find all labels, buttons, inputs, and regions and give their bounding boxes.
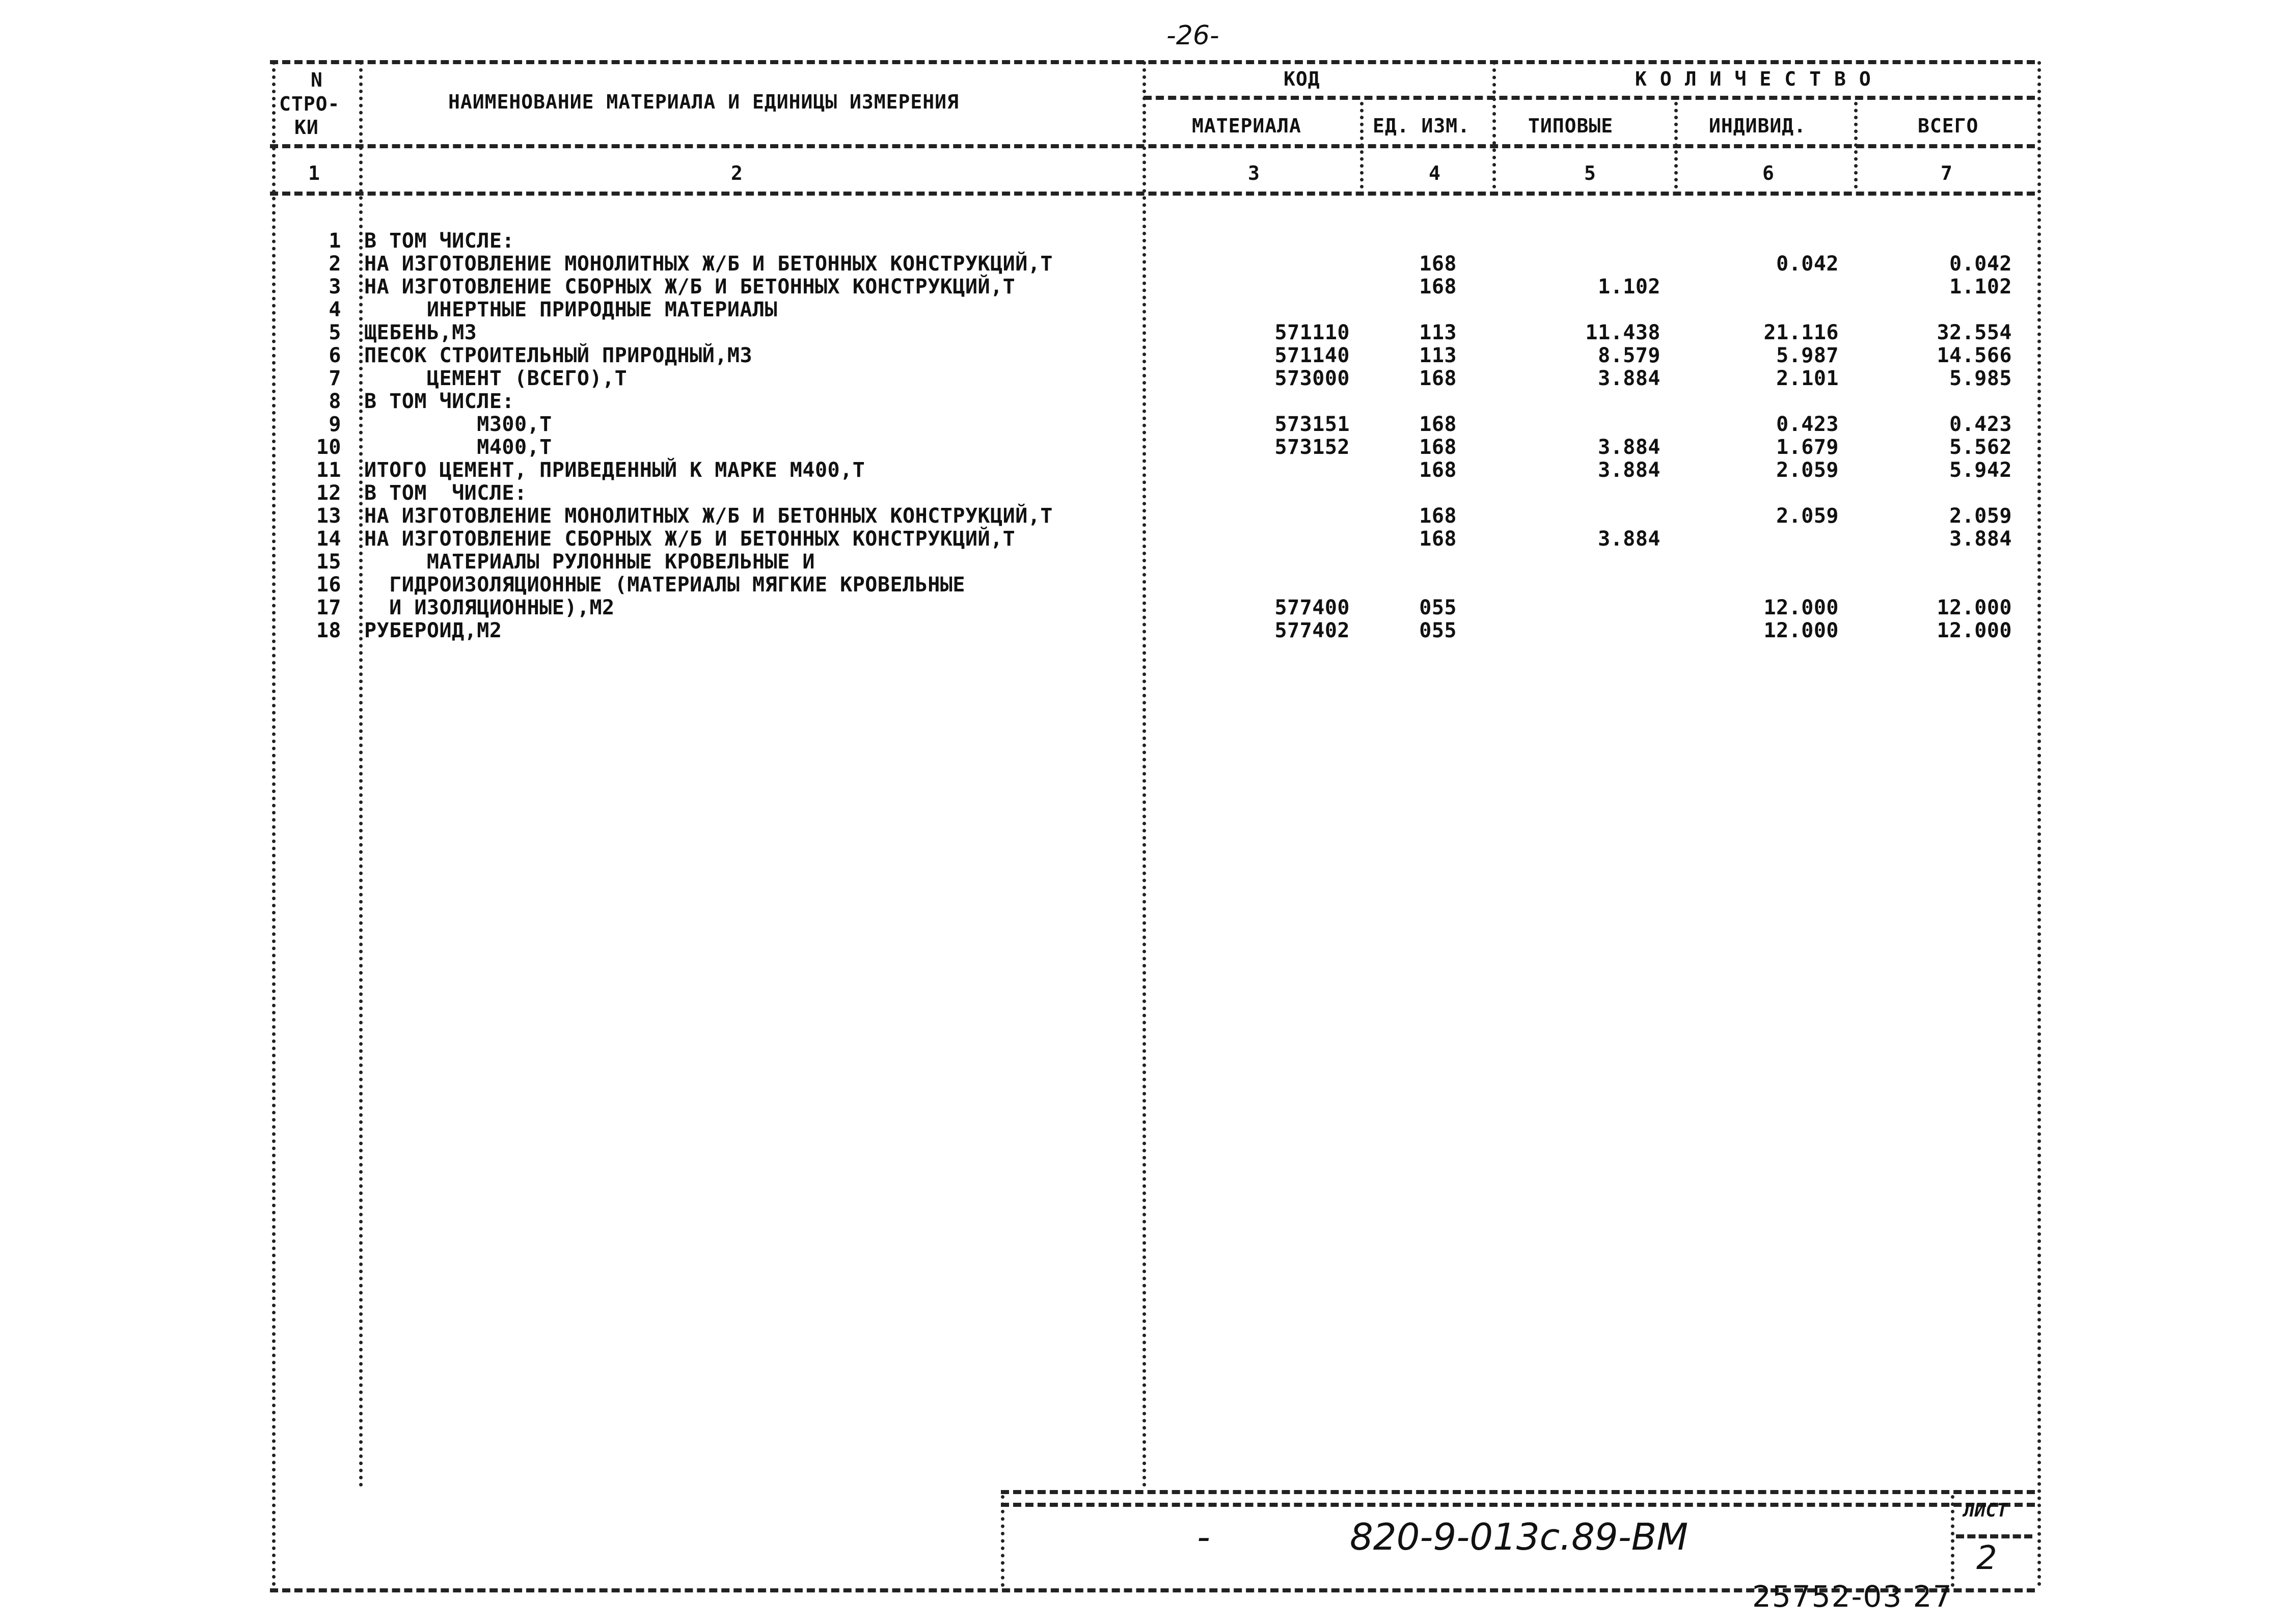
rownum-separator xyxy=(359,61,363,1487)
header-name: НАИМЕНОВАНИЕ МАТЕРИАЛА И ЕДИНИЦЫ ИЗМЕРЕНИЯ xyxy=(448,91,959,113)
row-individual: 2.059 xyxy=(1776,458,1839,482)
sheet-label: ЛИСТ xyxy=(1964,1500,2008,1521)
row-total: 0.423 xyxy=(1949,413,2012,436)
colnum-5: 5 xyxy=(1584,162,1596,184)
row-typical: 3.884 xyxy=(1598,367,1661,390)
row-individual: 1.679 xyxy=(1776,436,1839,459)
row-typical: 1.102 xyxy=(1598,275,1661,299)
row-individual: 0.423 xyxy=(1776,413,1839,436)
row-unit: 113 xyxy=(1419,344,1457,367)
row-total: 5.942 xyxy=(1949,458,2012,482)
left-border xyxy=(272,61,276,1587)
header-quantity-group: КОЛИЧЕСТВО xyxy=(1635,68,1884,90)
row-code: 573152 xyxy=(1274,436,1350,459)
row-unit: 168 xyxy=(1419,527,1457,551)
sheet-number: 2 xyxy=(1976,1539,1997,1577)
row-name: ГИДРОИЗОЛЯЦИОННЫЕ (МАТЕРИАЛЫ МЯГКИЕ КРОВЕЛЬНЫЕ xyxy=(364,573,965,597)
row-total: 1.102 xyxy=(1949,275,2012,299)
colnum-bottom-rule xyxy=(270,192,2035,196)
header-unit: ЕД. ИЗМ. xyxy=(1373,115,1471,137)
row-number: 5 xyxy=(329,321,341,344)
row-unit: 168 xyxy=(1419,252,1457,276)
row-number: 6 xyxy=(329,344,341,367)
row-name: ЦЕМЕНТ (ВСЕГО),Т xyxy=(364,367,628,390)
row-number: 8 xyxy=(329,390,341,413)
row-code: 571140 xyxy=(1274,344,1350,367)
table-top-rule xyxy=(270,60,2035,64)
row-typical: 8.579 xyxy=(1598,344,1661,367)
header-row-no-3: КИ xyxy=(294,116,319,139)
row-name: ИНЕРТНЫЕ ПРИРОДНЫЕ МАТЕРИАЛЫ xyxy=(364,298,778,321)
row-unit: 168 xyxy=(1419,458,1457,482)
row-number: 12 xyxy=(316,481,341,505)
row-number: 1 xyxy=(329,229,341,253)
row-individual: 21.116 xyxy=(1763,321,1839,344)
sheet-label-rule xyxy=(1956,1534,2032,1538)
unit-typical-separator xyxy=(1492,61,1496,188)
header-bottom-rule xyxy=(270,144,2035,148)
colnum-7: 7 xyxy=(1941,162,1953,184)
row-individual: 12.000 xyxy=(1763,619,1839,642)
row-number: 3 xyxy=(329,275,341,299)
header-material: МАТЕРИАЛА xyxy=(1192,115,1301,137)
row-code: 573000 xyxy=(1274,367,1350,390)
row-name: МАТЕРИАЛЫ РУЛОННЫЕ КРОВЕЛЬНЫЕ И xyxy=(364,550,815,574)
row-unit: 113 xyxy=(1419,321,1457,344)
row-name: ПЕСОК СТРОИТЕЛЬНЫЙ ПРИРОДНЫЙ,М3 xyxy=(364,344,753,367)
document-designation: 820-9-013с.89-ВМ xyxy=(1350,1515,1689,1558)
stamp-top-rule xyxy=(1001,1490,2035,1494)
row-individual: 5.987 xyxy=(1776,344,1839,367)
row-total: 5.562 xyxy=(1949,436,2012,459)
row-typical: 3.884 xyxy=(1598,436,1661,459)
row-number: 13 xyxy=(316,504,341,528)
right-border xyxy=(2037,61,2041,1587)
row-unit: 168 xyxy=(1419,413,1457,436)
row-individual: 12.000 xyxy=(1763,596,1839,619)
row-name: НА ИЗГОТОВЛЕНИЕ СБОРНЫХ Ж/Б И БЕТОННЫХ КОНСТРУКЦИЙ,Т xyxy=(364,275,1016,299)
row-number: 11 xyxy=(316,458,341,482)
row-total: 12.000 xyxy=(1937,596,2012,619)
colnum-3: 3 xyxy=(1248,162,1260,184)
row-total: 12.000 xyxy=(1937,619,2012,642)
header-code-group: КОД xyxy=(1284,68,1320,90)
row-unit: 168 xyxy=(1419,367,1457,390)
header-row-no-1: N xyxy=(311,69,323,91)
header-individual: ИНДИВИД. xyxy=(1709,115,1807,137)
row-individual: 2.101 xyxy=(1776,367,1839,390)
row-name: НА ИЗГОТОВЛЕНИЕ СБОРНЫХ Ж/Б И БЕТОННЫХ КОНСТРУКЦИЙ,Т xyxy=(364,527,1016,551)
stamp-sheet-separator xyxy=(1951,1495,1954,1587)
row-number: 14 xyxy=(316,527,341,551)
row-name: М400,Т xyxy=(364,436,552,459)
row-typical: 3.884 xyxy=(1598,458,1661,482)
row-name: ЩЕБЕНЬ,М3 xyxy=(364,321,477,344)
row-name: М300,Т xyxy=(364,413,552,436)
row-total: 3.884 xyxy=(1949,527,2012,551)
row-code: 573151 xyxy=(1274,413,1350,436)
row-number: 2 xyxy=(329,252,341,276)
colnum-1: 1 xyxy=(308,162,320,184)
row-number: 17 xyxy=(316,596,341,619)
row-typical: 11.438 xyxy=(1585,321,1661,344)
stamp-left-border xyxy=(1001,1495,1004,1587)
row-number: 18 xyxy=(316,619,341,642)
row-total: 2.059 xyxy=(1949,504,2012,528)
row-number: 4 xyxy=(329,298,341,321)
row-name: В ТОМ ЧИСЛЕ: xyxy=(364,229,514,253)
stamp-dash: - xyxy=(1197,1515,1210,1558)
row-typical: 3.884 xyxy=(1598,527,1661,551)
row-code: 571110 xyxy=(1274,321,1350,344)
colnum-2: 2 xyxy=(731,162,743,184)
row-total: 5.985 xyxy=(1949,367,2012,390)
row-number: 7 xyxy=(329,367,341,390)
row-unit: 168 xyxy=(1419,504,1457,528)
colnum-4: 4 xyxy=(1429,162,1441,184)
code-unit-separator xyxy=(1360,102,1364,188)
row-code: 577400 xyxy=(1274,596,1350,619)
stamp-top-rule-2 xyxy=(1001,1503,2035,1507)
header-row-no-2: СТРО- xyxy=(279,93,340,115)
row-unit: 055 xyxy=(1419,619,1457,642)
header-total: ВСЕГО xyxy=(1918,115,1979,137)
row-number: 15 xyxy=(316,550,341,574)
row-unit: 168 xyxy=(1419,275,1457,299)
row-name: ИТОГО ЦЕМЕНТ, ПРИВЕДЕННЫЙ К МАРКЕ М400,Т xyxy=(364,458,865,482)
header-typical: ТИПОВЫЕ xyxy=(1528,115,1614,137)
row-code: 577402 xyxy=(1274,619,1350,642)
row-individual: 0.042 xyxy=(1776,252,1839,276)
row-name: В ТОМ ЧИСЛЕ: xyxy=(364,390,514,413)
row-total: 14.566 xyxy=(1937,344,2012,367)
colnum-6: 6 xyxy=(1762,162,1775,184)
page-number: -26- xyxy=(1166,20,1219,51)
row-name: В ТОМ ЧИСЛЕ: xyxy=(364,481,527,505)
row-number: 10 xyxy=(316,436,341,459)
row-number: 9 xyxy=(329,413,341,436)
row-name: НА ИЗГОТОВЛЕНИЕ МОНОЛИТНЫХ Ж/Б И БЕТОННЫХ КОНСТРУКЦИЙ,Т xyxy=(364,504,1053,528)
row-name: И ИЗОЛЯЦИОННЫЕ),М2 xyxy=(364,596,615,619)
row-total: 32.554 xyxy=(1937,321,2012,344)
row-name: РУБЕРОИД,М2 xyxy=(364,619,502,642)
row-total: 0.042 xyxy=(1949,252,2012,276)
name-separator xyxy=(1142,61,1146,1487)
typical-indiv-separator xyxy=(1674,102,1678,188)
row-number: 16 xyxy=(316,573,341,597)
indiv-total-separator xyxy=(1854,102,1858,188)
row-unit: 168 xyxy=(1419,436,1457,459)
row-unit: 055 xyxy=(1419,596,1457,619)
archive-code: 25752-03 27 xyxy=(1752,1579,1953,1614)
header-group-rule xyxy=(1144,96,2035,100)
row-name: НА ИЗГОТОВЛЕНИЕ МОНОЛИТНЫХ Ж/Б И БЕТОННЫХ КОНСТРУКЦИЙ,Т xyxy=(364,252,1053,276)
row-individual: 2.059 xyxy=(1776,504,1839,528)
